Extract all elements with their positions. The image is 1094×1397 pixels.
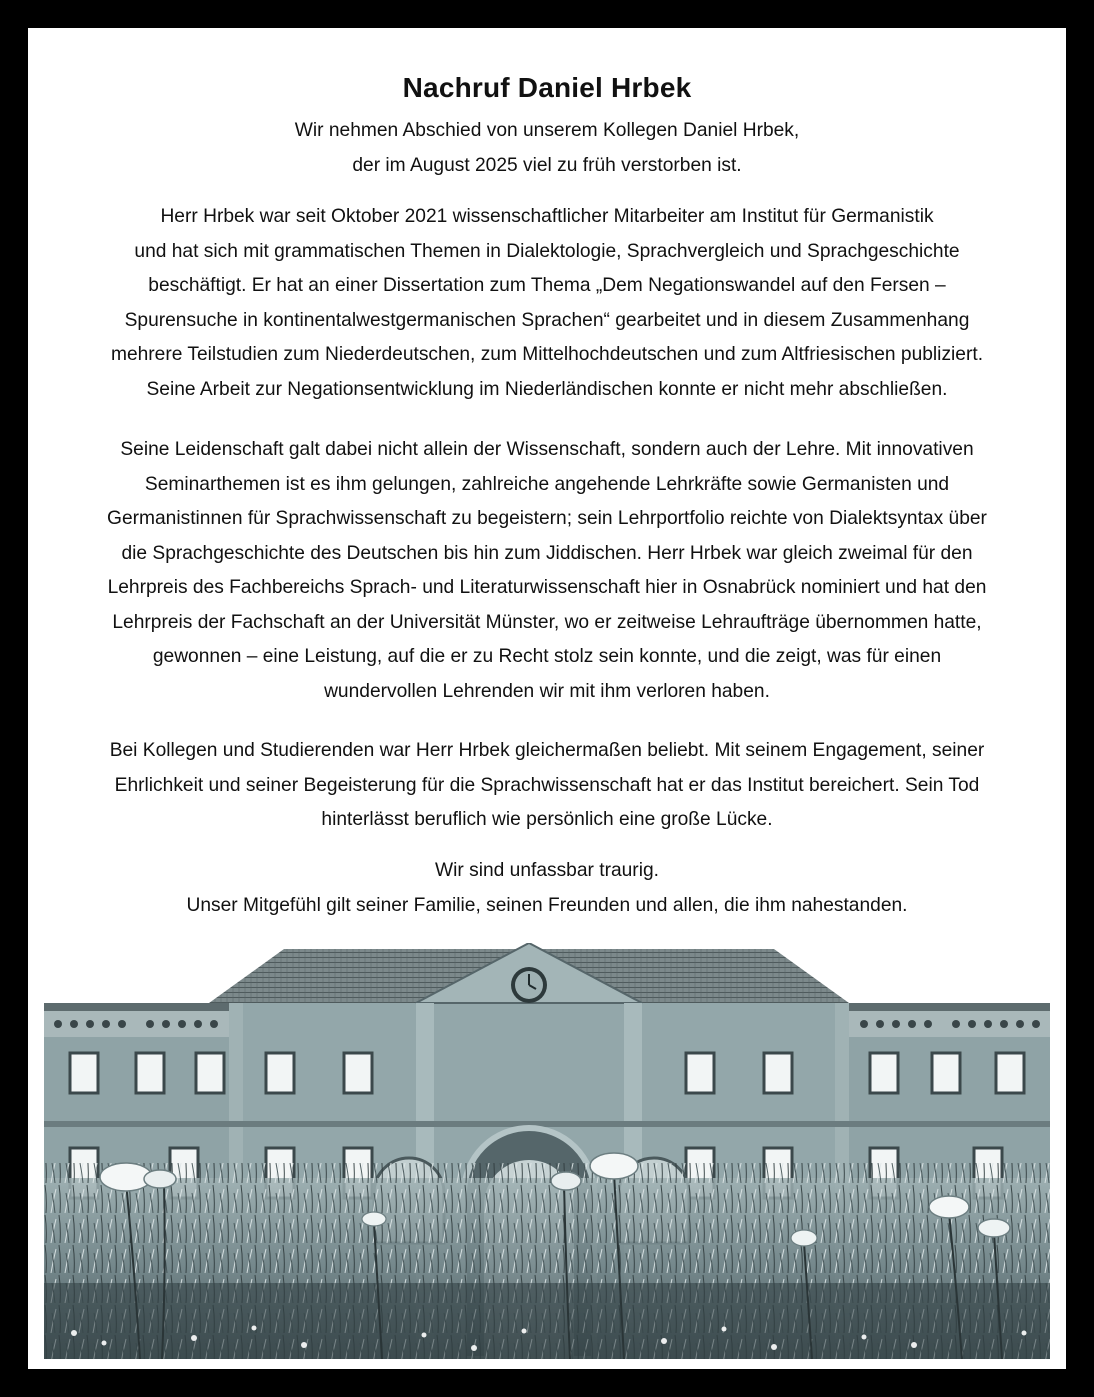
text-line: Ehrlichkeit und seiner Begeisterung für die Sprachwissenschaft hat er das Institut bereichert. Sein Tod [114, 774, 980, 796]
palace-meadow-image [44, 943, 1050, 1359]
text-line: gewonnen – eine Leistung, auf die er zu Recht stolz sein konnte, und die zeigt, was für einen [152, 646, 942, 667]
text-line: Unser Mitgefühl gilt seiner Familie, seinen Freunden und allen, die ihm nahestanden. [186, 894, 908, 916]
text-line: mehrere Teilstudien zum Niederdeutschen, zum Mittelhochdeutschen und zum Altfriesischen publiziert. [110, 344, 984, 365]
teaching-paragraph [38, 433, 1056, 709]
text-line: Herr Hrbek war seit Oktober 2021 wissenschaftlicher Mitarbeiter am Institut für Germanistik [160, 206, 934, 227]
colleagues-paragraph [38, 734, 1056, 838]
text-line: Seminarthemen ist es ihm gelungen, zahlreiche angehende Lehrkräfte sowie Germanisten und [144, 473, 950, 495]
obituary-page [28, 28, 1066, 1369]
text-line: Germanistinnen für Sprachwissenschaft zu begeistern; sein Lehrportfolio reichte von Dialektsyntax über [107, 508, 987, 529]
text-line: Spurensuche in kontinentalwestgermanischen Sprachen“ gearbeitet und in diesem Zusammenhang [124, 309, 970, 331]
condolence-paragraph [38, 854, 1056, 923]
text-line: hinterlässt beruflich wie persönlich eine große Lücke. [321, 809, 773, 830]
text-line: Seine Leidenschaft galt dabei nicht allein der Wissenschaft, sondern auch der Lehre. Mit innovativen [120, 439, 974, 460]
text-line: Lehrpreis der Fachschaft an der Universität Münster, wo er zeitweise Lehraufträge übernommen hatte, [112, 611, 982, 633]
text-line: die Sprachgeschichte des Deutschen bis hin zum Jiddischen. Herr Hrbek war gleich zweimal für den [121, 542, 973, 564]
intro-paragraph [38, 114, 1056, 183]
text-line: Seine Arbeit zur Negationsentwicklung im Niederländischen konnte er nicht mehr abschließen. [146, 378, 948, 400]
text-line: wundervollen Lehrenden wir mit ihm verloren haben. [324, 680, 770, 702]
page-title: Nachruf Daniel Hrbek [402, 72, 692, 103]
text-line: und hat sich mit grammatischen Themen in Dialektologie, Sprachvergleich und Sprachgeschichte [134, 240, 960, 262]
text-line: Lehrpreis des Fachbereichs Sprach- und Literaturwissenschaft hier in Osnabrück nominiert und hat den [107, 577, 987, 598]
research-paragraph [38, 200, 1056, 407]
text-line: beschäftigt. Er hat an einer Dissertation zum Thema „Dem Negationswandel auf den Fersen – [148, 275, 946, 296]
palace-illustration [44, 943, 1050, 1359]
text-line: Bei Kollegen und Studierenden war Herr Hrbek gleichermaßen beliebt. Mit seinem Engagement, seiner [109, 740, 985, 761]
text-line: Wir sind unfassbar traurig. [435, 860, 659, 881]
text-line: Wir nehmen Abschied von unserem Kollegen Daniel Hrbek, [294, 120, 800, 141]
text-line: der im August 2025 viel zu früh verstorben ist. [352, 154, 742, 176]
